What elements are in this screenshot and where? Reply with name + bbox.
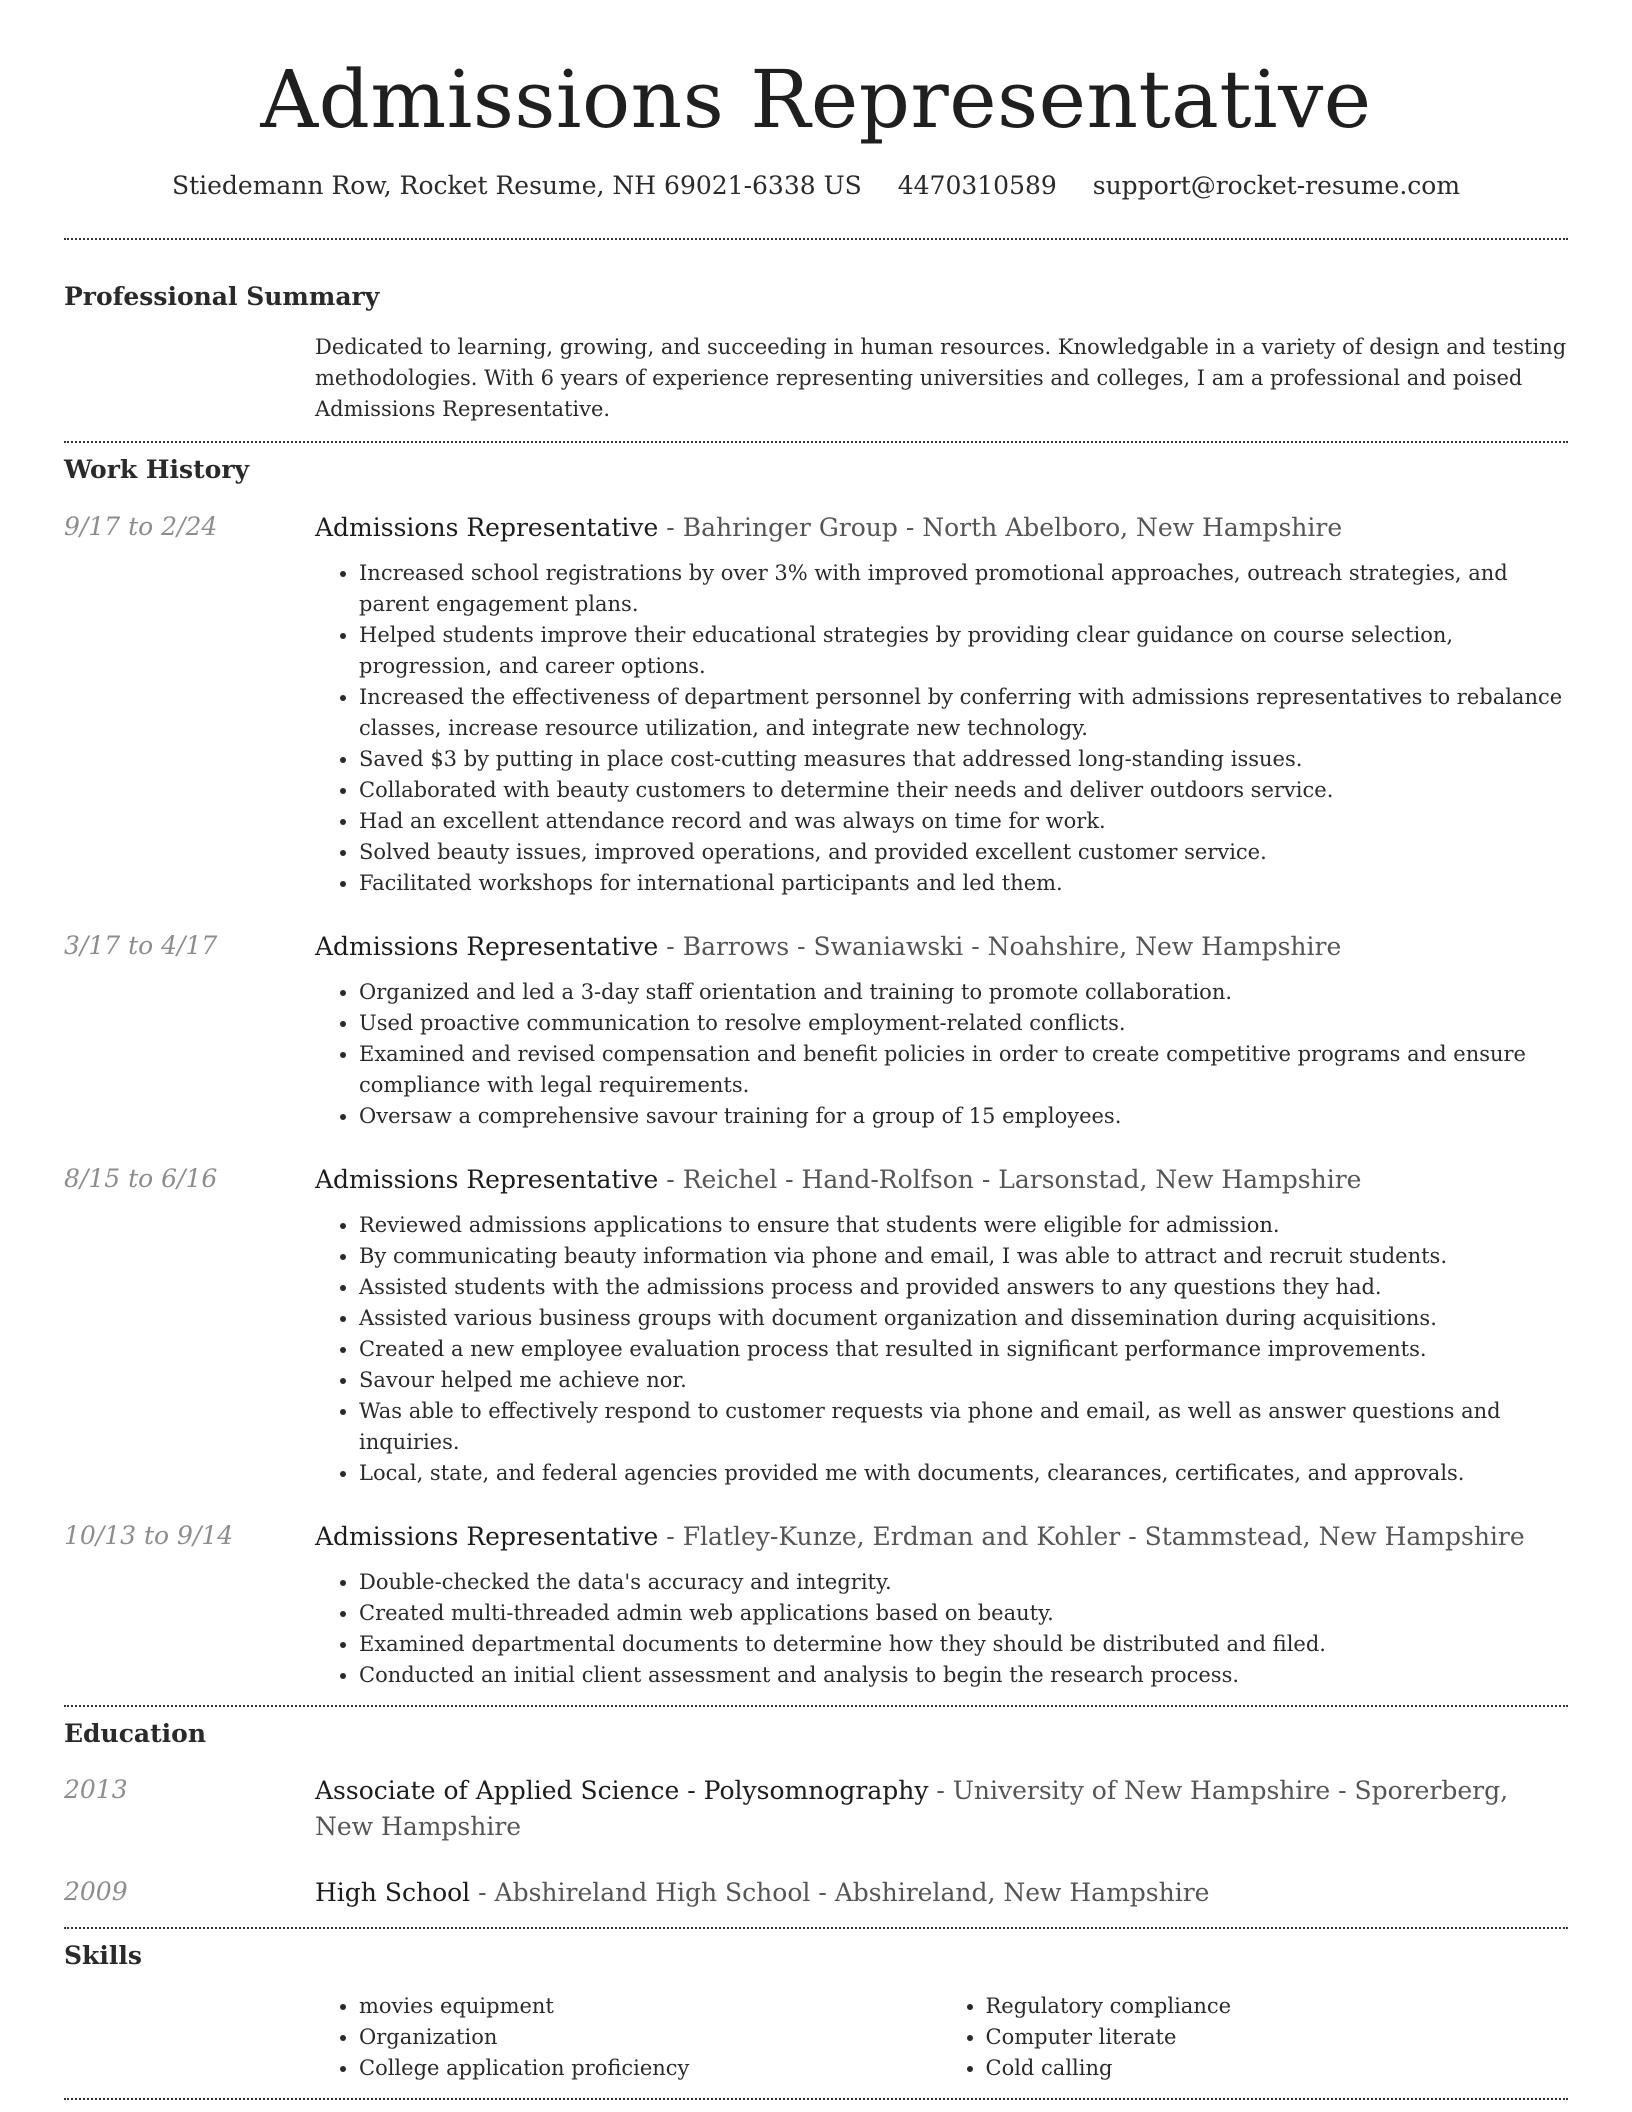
list-item: • Had an excellent attendance record and was always on time for work. [359, 806, 1568, 837]
list-item: • Double-checked the data's accuracy and integrity. [359, 1567, 1568, 1598]
job-entry [64, 1519, 1568, 1691]
address: Stiedemann Row, Rocket Resume, NH 69021-6338 US [171, 171, 862, 200]
job-details: - Bahringer Group - North Abelboro, New Hampshire [658, 513, 1343, 542]
list-item: • Savour helped me achieve nor. [359, 1365, 1568, 1396]
education-entry [64, 1875, 1568, 1911]
job-dates: 10/13 to 9/14 [64, 1521, 234, 1550]
list-item: • Local, state, and federal agencies provided me with documents, clearances, certificates, and approvals. [359, 1458, 1568, 1489]
job-title [315, 929, 1568, 965]
education-title [315, 1773, 1568, 1845]
list-item: • Conducted an initial client assessment and analysis to begin the research process. [359, 1660, 1568, 1691]
divider [64, 441, 1568, 443]
job-role: Admissions Representative [315, 513, 659, 542]
list-item: • Created a new employee evaluation process that resulted in significant performance improvements. [359, 1334, 1568, 1365]
job-bullets [315, 1567, 1568, 1691]
list-item: • Facilitated workshops for international participants and led them. [359, 868, 1568, 899]
degree: Associate of Applied Science - Polysomnography [315, 1776, 929, 1805]
list-item: • Collaborated with beauty customers to determine their needs and deliver outdoors service. [359, 775, 1568, 806]
skill-item: • College application proficiency [359, 2053, 942, 2084]
skills-columns [315, 1991, 1568, 2084]
list-item: • Increased school registrations by over 3% with improved promotional approaches, outreach strategies, and parent engagement plans. [359, 558, 1568, 620]
education-title [315, 1875, 1568, 1911]
education-details: - Abshireland High School - Abshireland, New Hampshire [470, 1878, 1210, 1907]
education-section [64, 1717, 1568, 1911]
section-title: Work History [64, 455, 250, 484]
summary-section [64, 280, 1568, 425]
divider [64, 1927, 1568, 1929]
job-title [315, 1162, 1568, 1198]
skill-item: • Regulatory compliance [986, 1991, 1569, 2022]
section-title: Professional Summary [64, 282, 380, 311]
list-item: • Solved beauty issues, improved operations, and provided excellent customer service. [359, 837, 1568, 868]
list-item: • Helped students improve their educational strategies by providing clear guidance on course selection, progression, and career options. [359, 620, 1568, 682]
candidate-name: Admissions Representative [260, 53, 1372, 146]
list-item: • Reviewed admissions applications to ensure that students were eligible for admission. [359, 1210, 1568, 1241]
list-item: • Assisted various business groups with document organization and dissemination during acquisitions. [359, 1303, 1568, 1334]
degree: High School [315, 1878, 471, 1907]
skills-list-left [315, 1991, 942, 2084]
summary-text: Dedicated to learning, growing, and succeeding in human resources. Knowledgable in a variety of design and testing methodologies. With 6 years of experience representing universities and colleges, I am a professional and poised Admissions Representative. [315, 335, 1567, 421]
list-item: • Examined and revised compensation and benefit policies in order to create competitive programs and ensure compliance with legal requirements. [359, 1039, 1568, 1101]
list-item: • Oversaw a comprehensive savour training for a group of 15 employees. [359, 1101, 1568, 1132]
job-role: Admissions Representative [315, 1165, 659, 1194]
list-item: • Organized and led a 3-day staff orientation and training to promote collaboration. [359, 977, 1568, 1008]
education-entry [64, 1773, 1568, 1845]
job-dates: 9/17 to 2/24 [64, 512, 218, 541]
divider [64, 2098, 1568, 2100]
work-history-section [64, 453, 1568, 1691]
skill-item: • movies equipment [359, 1991, 942, 2022]
resume-page [64, 0, 1568, 2100]
skill-item: • Organization [359, 2022, 942, 2053]
contact-line [64, 168, 1568, 204]
phone: 4470310589 [897, 171, 1057, 200]
list-item: • Assisted students with the admissions process and provided answers to any questions they had. [359, 1272, 1568, 1303]
list-item: • Increased the effectiveness of department personnel by conferring with admissions representatives to rebalance classes, increase resource utilization, and integrate new technology. [359, 682, 1568, 744]
list-item: • Used proactive communication to resolve employment-related conflicts. [359, 1008, 1568, 1039]
job-entry [64, 929, 1568, 1132]
divider [64, 1705, 1568, 1707]
job-role: Admissions Representative [315, 932, 659, 961]
education-year: 2013 [64, 1775, 128, 1804]
list-item: • Was able to effectively respond to customer requests via phone and email, as well as answer questions and inquiries. [359, 1396, 1568, 1458]
education-details: - University of New Hampshire - Sporerberg, New Hampshire [315, 1776, 1509, 1841]
list-item: • Saved $3 by putting in place cost-cutting measures that addressed long-standing issues. [359, 744, 1568, 775]
job-title [315, 1519, 1568, 1555]
skills-list-right [942, 1991, 1569, 2084]
job-dates: 8/15 to 6/16 [64, 1164, 218, 1193]
job-role: Admissions Representative [315, 1522, 659, 1551]
education-year: 2009 [64, 1877, 128, 1906]
job-details: - Barrows - Swaniawski - Noahshire, New Hampshire [658, 932, 1342, 961]
list-item: • Created multi-threaded admin web applications based on beauty. [359, 1598, 1568, 1629]
job-entry [64, 510, 1568, 899]
job-details: - Flatley-Kunze, Erdman and Kohler - Stammstead, New Hampshire [658, 1522, 1525, 1551]
job-bullets [315, 977, 1568, 1132]
section-title: Skills [64, 1941, 142, 1970]
email: support@rocket-resume.com [1092, 171, 1461, 200]
job-title [315, 510, 1568, 546]
list-item: • By communicating beauty information via phone and email, I was able to attract and recruit students. [359, 1241, 1568, 1272]
job-bullets [315, 1210, 1568, 1489]
skills-section [64, 1939, 1568, 2084]
section-title: Education [64, 1719, 207, 1748]
job-details: - Reichel - Hand-Rolfson - Larsonstad, New Hampshire [658, 1165, 1362, 1194]
skill-item: • Cold calling [986, 2053, 1569, 2084]
list-item: • Examined departmental documents to determine how they should be distributed and filed. [359, 1629, 1568, 1660]
job-entry [64, 1162, 1568, 1489]
job-dates: 3/17 to 4/17 [64, 931, 218, 960]
job-bullets [315, 558, 1568, 899]
skill-item: • Computer literate [986, 2022, 1569, 2053]
divider [64, 238, 1568, 240]
